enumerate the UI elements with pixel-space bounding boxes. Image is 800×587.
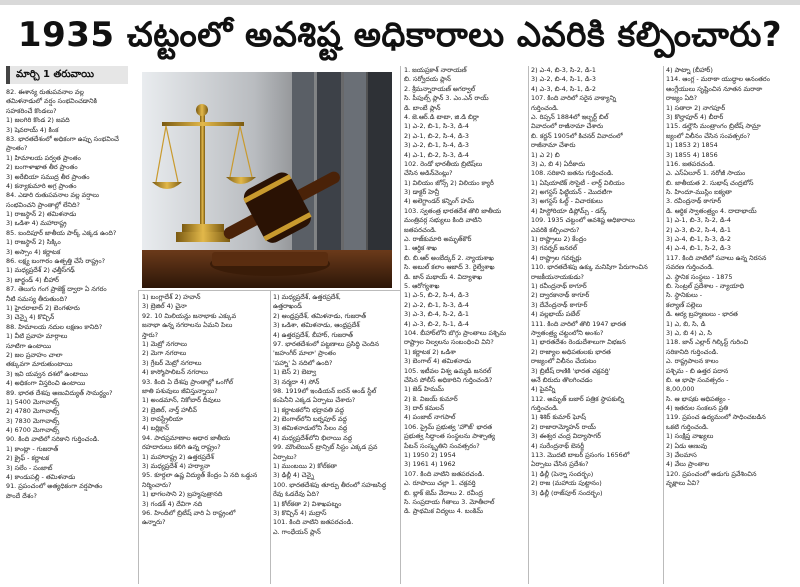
- text-line: 2) బ్రెజిల్, నార్త్ హాలీవ్: [142, 405, 197, 414]
- text-line: 4) ఉత్తరప్రదేశ్, బీహార్, గుజరాత్: [273, 330, 354, 339]
- text-line: 1) కర్ణాటక 2) ఒడిశా: [404, 347, 456, 356]
- text-line: మంత్రివర్గ సభ్యులు కింది వాటిని: [404, 216, 482, 225]
- text-line: రాజీనామా చేశారు: [531, 141, 576, 150]
- text-line: 109. 1935 చట్టంలో అవశిష్ట అధికారాలు: [531, 216, 635, 225]
- text-line: 4) అధికంగా విస్తరించి ఉంటాయి: [6, 379, 86, 388]
- text-line: 2) ఎ-1, బి-2, సి-4, డి-3: [404, 131, 469, 140]
- text-line: 1) ఎ-2, బి-1, సి-3, డి-4: [404, 122, 469, 131]
- text-line: 2) రాజ్యాల అధిపతులకు భారత: [531, 347, 611, 356]
- text-line: చేసిన అడిన్‌వెంట్లు?: [404, 169, 453, 178]
- text-line: 116. జతపరచండి.: [666, 159, 716, 168]
- text-line: 4) వేలు ప్రాంతాల: [666, 460, 710, 469]
- text-line: స్తారు?: [142, 330, 158, 339]
- text-line: ఎ. రిప్పన్ 1884లో ఇల్బర్ట్ బిల్: [531, 112, 609, 121]
- text-line: 1) మధ్యప్రదేశ్ 2) ఛత్తీస్‌గఢ్: [6, 266, 75, 275]
- text-line: 1) రవీంద్రనాథ్ ఠాగూర్: [531, 281, 587, 290]
- text-column-1: [6, 88, 136, 584]
- text-line: డి. ప్రాథమిక విద్యలు 4. బంకిమ్: [404, 507, 483, 516]
- text-line: 93. కింది ఏ దేశపు ప్రాంతాల్లో ఒంగోల్: [142, 377, 233, 386]
- text-line: 3) మధ్యప్రదేశ్ 4) హర్యానా: [142, 462, 211, 471]
- text-line: సి. సంప్రదాయ గీతాలు 3. మోతీలాల్: [404, 497, 495, 506]
- section-tag: మార్చి 1 తరువాయి: [6, 66, 128, 84]
- text-line: 3) కొచ్చిన్ 4) మద్రాస్: [273, 508, 327, 517]
- text-line: 102. రెండో భారతీయ బ్రిటిష్‌లు: [404, 159, 483, 168]
- text-line: 3) అగస్టస్ ఓల్డ్ - విచారకులు: [531, 197, 603, 206]
- text-line: 1) కాంట్లా - గుజరాత్: [6, 444, 59, 453]
- text-line: 1) భారతదేశం రెండుదేశాలుగా విభజన: [531, 338, 626, 347]
- text-line: రహదారులు కలిగి ఉన్న రాష్ట్రం?: [142, 443, 221, 452]
- text-line: 1) 1950 2) 1954: [404, 451, 456, 460]
- text-line: సంభవించని ప్రాంతాల్లో లేనిది?: [6, 200, 80, 209]
- text-line: 4) కన్యాకుమారి అగ్ర ప్రాంతం: [6, 181, 77, 190]
- text-line: 3) ఢిల్లీ (రాజ్‌పూర్ సందర్భం): [531, 488, 603, 497]
- text-line: 2) అగస్టస్ ఫిట్జియన్ - మొదటిగా: [531, 188, 613, 197]
- text-line: గుర్తించండి.: [531, 103, 559, 112]
- text-line: 120. ప్రపంచంలో అడుగు ప్రవేశించిన: [666, 469, 757, 478]
- text-line: 1) మెట్రో నగరాలు: [142, 339, 187, 348]
- text-line: 3) జార్ఖండ్ 4) బీహార్: [6, 275, 59, 284]
- text-line: డి. బాంబే ప్లాన్: [404, 103, 441, 112]
- text-line: ప్రభుత్వ సిద్ధాంత సంస్థలను పాశ్చాత్య: [404, 432, 496, 441]
- text-line: గుర్తించండి.: [531, 404, 559, 413]
- text-line: 3) గండక్ 4) దేవిగా నది: [142, 499, 203, 508]
- text-line: 4. జె.ఆర్.డి టాటా, జి.డి బిర్లా: [404, 112, 479, 121]
- text-line: 113. మొదటి బాబర్ ప్రసంగం 1656లో: [531, 451, 630, 460]
- text-line: ఏర్పాటు చేసిన ప్రదేశం?: [531, 460, 589, 469]
- text-line: ఒకటి గుర్తించండి.: [666, 422, 709, 431]
- text-line: స్వాతంత్ర్య చట్టంలోని అంశం?: [531, 328, 604, 337]
- text-line: ఎ. రాష్ట్రపాలన కాలం: [666, 357, 719, 366]
- text-line: 1) హిమాలయ పర్వత ప్రాంతం: [6, 153, 81, 162]
- text-line: 106. ప్రైమ్ ప్రభుత్వ 'హౌజ్‌' భారత: [404, 422, 493, 431]
- text-line: 3) ఎ-2, బి-4, సి-1, డి-3: [531, 75, 596, 84]
- text-line: 105. ఇటీవల విశ్వ ఉమ్మడి జనరల్: [404, 366, 492, 375]
- text-line: 3) బ్రిటీష్ రాణికి 'భారత చక్రవర్తి': [531, 366, 611, 375]
- text-line: 3) ఢిల్లీ 4) చెన్నై: [273, 471, 315, 480]
- text-line: 3) ఎ, బి 4) ఎ, సి: [666, 328, 712, 337]
- page-headline: 1935 చట్టంలో అవశిష్ట అధికారాలు ఎవరికి కల్పించారు?: [17, 15, 783, 55]
- text-line: 2) రాజ (మహాయ పుట్టానం): [531, 479, 602, 488]
- text-line: 2) మెగా నగరాలు: [142, 349, 187, 358]
- gavel-scales-photo: [142, 72, 392, 288]
- text-line: ఉన్నారు?: [142, 518, 166, 527]
- text-line: 1) ఎ 2) బి: [531, 150, 560, 159]
- text-line: రాజ్యం ఏది?: [666, 94, 698, 103]
- text-line: 3) బెంగాల్ 4) తమిళనాడు: [404, 357, 472, 366]
- text-line: 1) ముంబయి 2) కోల్‌కతా: [273, 462, 337, 471]
- text-line: 110. భారతదేశపు ఉక్కు మనిషిగా పేరుగాంచిన: [531, 263, 648, 272]
- text-line: 91. ప్రపంచంలో అత్యధికంగా వర్షపాతం: [6, 482, 103, 491]
- text-line: రేవు ఓడరేవు ఏది?: [273, 490, 320, 499]
- text-line: 1) రాష్ట్రాలు 2) కేంద్రం: [531, 235, 587, 244]
- text-line: సి. పీపుల్స్ ప్లాన్ 3. ఎం.ఎన్ రాయ్: [404, 94, 489, 103]
- text-line: సి. ఆ భాషకు ఆధిపత్యం -: [666, 394, 730, 403]
- text-line: 4) మధ్యప్రదేశ్‌లోని భిలాయి వద్ద: [273, 433, 353, 442]
- text-line: బి. బి.ఆర్ అంబేద్కర్ 2. న్యాయశాఖ: [404, 253, 494, 262]
- text-line: అనే బిరుదు తొలగించడం: [531, 375, 593, 384]
- text-line: ఎ. స్థానిక సంస్థలు - 1875: [666, 272, 733, 281]
- text-line: 'జహంగీర్ మాలా' ప్రాంతం: [273, 349, 337, 358]
- text-line: 94. పాదప్రమాణాల ఆధార జాతీయ: [142, 433, 231, 442]
- text-line: 1) జెడ్ హిమమ్: [404, 385, 444, 394]
- text-line: నీటి సమస్య తీరుతుంది?: [6, 294, 68, 303]
- text-line: 114. ఆంగ్ల - మరాఠా యుద్ధాల అనంతరం: [666, 75, 770, 84]
- text-line: 1) సతారా 2) నాగపూర్: [666, 103, 726, 112]
- text-line: నిర్మించారు?: [142, 480, 172, 489]
- text-line: 3) చెన్నై 4) కొచ్చిన్: [6, 313, 55, 322]
- text-line: 90. కింది వాటిలో సరికాని గుర్తించండి.: [6, 435, 100, 444]
- text-line: 99. మౌంటెయిన్ ట్రాన్సిట్ సిస్టం ఎక్కడ ప్రవ: [273, 443, 378, 452]
- text-line: 1) విలియం జోన్స్ 2) విలియం క్యారీ: [404, 178, 494, 187]
- text-line: 1) అండమాన్, నికోబార్ దీవులు: [142, 396, 221, 405]
- text-line: సి. హిందూ-ముస్లిం ఐక్యతా: [666, 188, 732, 197]
- text-line: 107. కింది వారిలో సరైన వాక్యాన్ని: [531, 94, 617, 103]
- text-line: 1) బెస్ 2) బెట్వా: [273, 368, 317, 377]
- column-rule: [138, 290, 139, 584]
- text-line: జనాభా ఉన్న నగరాలను ఏమని పిలు: [142, 321, 233, 330]
- text-line: 119. ప్రపంచ ఉద్యమంలో సాధించబడిన: [666, 413, 766, 422]
- column-rule: [528, 66, 529, 584]
- text-line: సరికానిది గుర్తించండి.: [666, 347, 719, 356]
- text-line: 86. లక్ష్య బంగారం ఉత్పత్తి చేసే రాష్ట్రం?: [6, 257, 105, 266]
- text-line: 107. కింది వాటిని జతపరచండి.: [404, 469, 485, 478]
- text-line: 95. కూర్దలా ఉష్ణ విద్యుత్ కేంద్రం ఏ నది ఒడ్డున: [142, 471, 258, 480]
- text-line: 'పహ్నా' ఏ నదిలో ఉంది?: [273, 358, 333, 367]
- text-line: 4) బర్లిక్షాన్: [142, 424, 169, 433]
- text-line: 1) ఏషియాటిక్ సొసైటీ - లార్డ్ విలియం: [531, 178, 625, 187]
- text-line: తక్కువగా మారుతుంటాయి: [6, 360, 73, 369]
- text-line: 1) హైదరాబాద్ 2) బెంగళూరు: [6, 303, 80, 312]
- text-line: 3) గ్రేటర్ మెట్రో నగరాలు: [142, 358, 202, 367]
- text-line: 4) పంజాబ్ నాగపాల్: [404, 413, 456, 422]
- text-line: 3) ఎ-2, బి-1, సి-4, డి-3: [404, 141, 469, 150]
- text-line: 2) క్రైఫ్ - కర్ణాటక: [6, 454, 50, 463]
- text-line: 3) 1855 4) 1856: [666, 150, 718, 159]
- text-line: 101. కింది వాటిని జతపరచండి.: [273, 518, 354, 527]
- text-line: 111. కింది వారిలో తొలి 1947 భారత: [531, 319, 627, 328]
- text-line: 4) ఎ-1, బి-2, సి-3, డి-4: [404, 150, 469, 159]
- text-line: 3) ఇవి యవ్వన దశలో ఉంటాయి: [6, 369, 88, 378]
- text-line: 1) భాగలసాని 2) బ్రహ్మపుత్రానది: [142, 490, 223, 499]
- text-line: ఎ. ఎస్‌ఏలూర్ 1. నరోజీ సాయం: [666, 169, 746, 178]
- text-line: బి. కర్జన్ 1905లో కిచనర్ వివాదంలో: [531, 131, 623, 140]
- text-line: డి. ఆర్థిక స్వాతంత్ర్యం 4. దాదాభాయ్: [666, 206, 757, 215]
- text-line: 3) నర్మదా 4) సోన్: [273, 377, 320, 386]
- text-line: 2) ద్వారకానాథ్ ఠాగూర్: [531, 291, 590, 300]
- text-line: 4) కాండుపల్లి - తమిళనాడు: [6, 473, 76, 482]
- text-line: 83. భారతదేశంలో అధికంగా ఉప్పు సంభవించే: [6, 134, 119, 143]
- text-line: 2) ఎ-2, బి-1, సి-3, డి-4: [404, 300, 469, 309]
- text-line: 4) 6700 మెగావాట్స్: [6, 426, 60, 435]
- text-line: బి. జాతీయత 2. సుభాష్ చంద్రబోస్: [666, 178, 754, 187]
- text-line: సహకరించే కొండలు?: [6, 106, 57, 115]
- text-line: ఉత్తరాఖండ్: [273, 302, 302, 311]
- text-line: డి. జాన్ మథాయ్ 4. విద్యాశాఖ: [404, 272, 483, 281]
- text-line: 1) జలగిరి కొండ 2) జవది: [6, 116, 70, 125]
- text-line: 2) ఆంధ్రప్రదేశ్, తమిళనాడు, గుజరాత్: [273, 311, 367, 320]
- text-line: 98. 1919లో ఇండియన్ ఐరన్ అండ్ స్టీల్: [273, 386, 377, 395]
- text-line: 4) ఎ-4, బి-1, సి-2, డి-3: [666, 244, 731, 253]
- text-line: 2. శ్రీమన్నారాయణ్ అగర్వాల్: [404, 84, 476, 93]
- text-line: 2) రాజారామ్మోహన్ రాయ్: [531, 422, 596, 431]
- text-line: 1) 5400 మెగావాట్స్: [6, 397, 60, 406]
- text-line: 117. కింది వాటిలో సవాలు ఉన్న నిరసన: [666, 253, 767, 262]
- text-line: 87. తెలుగు గంగ ప్రాజెక్ట్ ద్వారా ఏ నగరం: [6, 285, 107, 294]
- text-line: 4) ఎ-3, బి-4, సి-1, డి-2: [531, 84, 596, 93]
- text-line: 3. రవీంద్రనాథ్ ఠాగూర్: [666, 197, 722, 206]
- text-line: 1) శిశిర్ కుమార్ ఘోష్: [531, 413, 586, 422]
- text-line: 3) దార్ కమలన్: [404, 404, 445, 413]
- text-line: బి. ఆ భాషా సంవత్సరం -: [666, 375, 729, 384]
- text-line: వృక్షాలు ఏవి?: [666, 479, 700, 488]
- text-line: వివాదంలో రాజీనామా చేశారు: [531, 122, 604, 131]
- text-line: ప్రాంతం?: [6, 144, 28, 153]
- text-line: 1) ఎ, బి, సి, డి: [666, 319, 706, 328]
- text-line: 84. ఎడారి రుతుపవనాల వల్ల వర్షాలు: [6, 191, 99, 200]
- text-line: 1) రాజస్థాన్ 2) తమిళనాడు: [6, 210, 77, 219]
- text-line: 1) ఎ-5, బి-2, సి-4, డి-3: [404, 291, 469, 300]
- text-line: 2) బెంగాల్‌లోని బర్నపూర్ వద్ద: [273, 415, 347, 424]
- photo-bottom-rule: [138, 290, 400, 291]
- text-line: 4) ఇతరుల సంకలన ప్రతి: [666, 404, 729, 413]
- text-line: పశ్చిమ - బి ఉత్తర పదాన: [666, 366, 729, 375]
- text-line: 4) సురేంద్రనాథ్ బెనర్జీ: [531, 441, 585, 450]
- text-line: 88. హిమాలయ నదుల లక్షణం కానిది?: [6, 322, 103, 331]
- text-line: 100. భారతదేశపు తూర్పు తీరంలో సహజసిద్ధ: [273, 480, 387, 489]
- text-line: ఎ. గాంధేయన్ ప్లాన్: [273, 527, 321, 536]
- text-line: 1) ఎ-1, బి-3, సి-2, డి-4: [666, 216, 731, 225]
- text-line: కంపెనీని ఎక్కడ ఏర్పాటు చేశారు?: [273, 396, 356, 405]
- text-line: బి. సర్వోదయ ప్లాన్: [404, 75, 451, 84]
- text-line: 2) 4780 మెగావాట్స్: [6, 407, 60, 416]
- text-line: పొందే దేశం?: [6, 491, 37, 500]
- text-line: సి. స్థానికులు -: [666, 291, 703, 300]
- text-line: 1) వీటి ప్రవాహ మార్గాలు: [6, 332, 68, 341]
- text-line: ఎ. రూపాయి చల్లా 1. చక్రవర్తి: [404, 479, 476, 488]
- text-line: 3) షెవరాయ్ 4) కింక: [6, 125, 59, 134]
- text-line: పేటన్ సంస్కృతిని సంవత్సరం?: [404, 441, 480, 450]
- text-line: చేసిన పోలీస్ అధికారిని గుర్తించండి?: [404, 375, 493, 384]
- text-line: 1) బంగ్లాదేశ్ 2) హవాన్: [142, 293, 201, 301]
- text-line: బి. బ్లాక్ జెమ్ వేదాలు 2. రవీంద్ర: [404, 488, 483, 497]
- text-line: ఎవరికి కల్పించారు?: [531, 225, 580, 234]
- text-line: 3) కొల్హాపూర్ 4) బీరార్: [666, 112, 724, 121]
- text-line: 3) అరేబియా సముద్ర తీర ప్రాంతం: [6, 172, 90, 181]
- top-rule: [0, 0, 800, 5]
- text-column-4: [404, 66, 526, 584]
- text-line: 1) కర్ణాటకలోని భద్రావతి వద్ద: [273, 405, 344, 414]
- text-line: ఏర్పాటు?: [273, 452, 297, 461]
- text-line: 4) రాష్ట్రాల గవర్నర్లు: [531, 253, 582, 262]
- text-line: 3) రావస్ట్రేలియా: [142, 415, 183, 424]
- text-line: తమిళనాడులో వర్షం సంభవించడానికి: [6, 97, 97, 106]
- text-line: 1) మధ్యప్రదేశ్, ఉత్తరప్రదేశ్,: [273, 293, 341, 301]
- text-line: 4) వల్లభాయ్ పటేల్: [531, 310, 580, 319]
- text-line: 96. హిందీలో బ్రిటీష్ వారి ఏ రాష్ట్రంలో: [142, 508, 236, 517]
- text-line: 103. స్వతంత్ర భారతదేశ తొలి జాతీయ: [404, 206, 502, 215]
- text-line: 85. బందిపూర్ జాతీయ పార్క్ ఎక్కడ ఉంది?: [6, 228, 117, 237]
- text-line: 3) తమిళనాడులోని సేలం వద్ద: [273, 424, 348, 433]
- text-line: 3) ఒడిశా 4) మహారాష్ట్ర: [6, 219, 67, 228]
- text-line: 1. ఆర్థిక శాఖ: [404, 244, 437, 253]
- text-line: 2) కె. విజయ్ కుమార్: [404, 394, 458, 403]
- text-line: 112. అమృత్ బజార్ పత్రిక స్థాపకుల్ని: [531, 394, 625, 403]
- text-line: కల్యాణ్ పల్లెలు: [666, 300, 703, 309]
- text-line: 2) జల ప్రవాహం చాలా: [6, 350, 63, 359]
- text-line: 1) కోల్‌కతా 2) విశాఖపట్నం: [273, 499, 342, 508]
- text-line: రాష్ట్రాల నిల్వలను సంబంధించి విని?: [404, 338, 494, 347]
- text-line: 92. 10 మిలియన్లు జనాభాకు ఎక్కువ: [142, 311, 237, 320]
- text-line: 82. ఈశాన్య రుతుపవనాల వల్ల: [6, 88, 84, 96]
- text-line: 3) డాక్టర్ హెన్రీ: [404, 188, 440, 197]
- text-line: డి. ఆర్య బ్రహ్మణులు - భారత: [666, 310, 738, 319]
- column-rule: [663, 66, 664, 584]
- text-line: సి. అబుల్ కలాం ఆజాద్ 3. రైల్వేశాఖ: [404, 263, 495, 272]
- text-line: ఎ. రాజ్‌కుమారి అమృత్‌కౌర్: [404, 235, 472, 244]
- text-line: 3) ఎ, బి 4) ఏదీకాదు: [531, 159, 586, 168]
- text-line: బి. సెంట్రల్ ప్రదేశాల - న్యాయాధి: [666, 281, 745, 290]
- text-line: 108. సరికాని జతను గుర్తించండి.: [531, 169, 614, 178]
- text-line: 3) సలేం - పంజాబ్: [6, 463, 53, 472]
- text-line: 3) బ్రెజిల్ 4) చైనా: [142, 302, 187, 311]
- text-line: 3) ఒడిశా, తమిళనాడు, ఆంధ్రప్రదేశ్: [273, 321, 360, 330]
- text-line: 2) బంగాళాఖాత తీర ప్రాంతం: [6, 163, 78, 172]
- text-line: 118. జాన్ ఎల్లార్ గిల్కిస్ట్ గురించి: [666, 338, 749, 347]
- text-line: 97. భారతదేశంలో పట్టణాలు ప్రసిద్ధి చెందిన: [273, 339, 380, 348]
- text-column-6: [666, 66, 796, 584]
- text-line: 1) 1853 2) 1854: [666, 141, 718, 150]
- text-line: 2) ఎ-3, బి-2, సి-4, డి-1: [666, 225, 731, 234]
- text-line: 3) దేవేంద్రనాథ్ ఠాగూర్: [531, 300, 588, 309]
- text-line: సవరణ గుర్తించండి.: [666, 263, 714, 272]
- text-line: 3) అస్సాం 4) కర్ణాటక: [6, 247, 61, 256]
- text-line: 1) సంక్షిప్త వాఖ్యలు: [666, 432, 714, 441]
- text-line: 104. బీహార్‌లోని బొగ్గు ప్రాంతాలు పశ్చిమ: [404, 328, 507, 337]
- text-line: 5. ఆరోగ్యశాఖ: [404, 281, 440, 290]
- text-line: ఆంగ్లేయులు సృష్టించిన నూతన మరాఠా: [666, 84, 763, 93]
- text-line: జతపరచండి.: [404, 225, 437, 234]
- text-line: 3) ఎ-4, బి-1, సి-3, డి-2: [666, 235, 731, 244]
- text-column-2: [142, 293, 268, 584]
- text-line: 4) అలెగ్జాండర్ కన్నింగ్ హమ్: [404, 197, 474, 206]
- text-line: 3) ఈశ్వర చంద్ర విద్యాసాగర్: [531, 432, 601, 441]
- text-line: 1) ఢిల్లీ (పెన్నా సందర్భం): [531, 469, 594, 478]
- text-line: 3) గవర్నర్ జనరల్: [531, 244, 578, 253]
- text-line: 4) ఎ-3, బి-2, సి-1, డి-4: [404, 319, 469, 328]
- text-line: 1) రాజస్థాన్ 2) సిక్కిం: [6, 238, 61, 247]
- text-line: 1) మహారాష్ట్ర 2) ఉత్తరప్రదేశ్: [142, 452, 214, 461]
- text-line: 2) ఏడు అణువు: [666, 441, 708, 450]
- gavel-scales-illustration: [142, 72, 392, 288]
- text-line: 3) వేలమాస: [666, 451, 697, 460]
- text-line: 4) పైవన్నీ: [531, 385, 556, 394]
- text-line: 115. డల్హౌసి మంత్రాంగం బ్రిటీష్ సామ్రా: [666, 122, 761, 131]
- column-rule: [270, 290, 271, 584]
- text-line: జ్యంలో విలీనం చేసిన సంవత్సరం?: [666, 131, 751, 140]
- text-line: 89. భారత దేశపు అణువిద్యుత్ సామర్థ్యం?: [6, 388, 113, 397]
- column-rule: [400, 66, 401, 584]
- text-line: రాజకీయనాయకుడు?: [531, 272, 584, 281]
- text-line: 3) ఎ-3, బి-4, సి-2, డి-1: [404, 310, 469, 319]
- text-line: సూటిగా ఉంటాయి: [6, 341, 52, 350]
- text-line: 4) పాట్నా (బీహార్): [666, 66, 713, 74]
- text-line: 3) 1961 4) 1962: [404, 460, 456, 469]
- text-line: 3) 7830 మెగావాట్స్: [6, 416, 60, 425]
- text-column-3: [273, 293, 398, 584]
- text-line: జాతి పశువులు జీవిస్తున్నాయి?: [142, 386, 218, 395]
- text-line: 4) కాస్మోపాలిటన్ నగరాలు: [142, 368, 208, 377]
- text-column-5: [531, 66, 661, 584]
- text-line: 2) ఎ-4, బి-3, సి-2, డి-1: [531, 66, 596, 74]
- text-line: 4) హిస్టోరియా డిప్లోమ్స్ - డర్క్: [531, 206, 607, 215]
- text-line: 8,00,000: [666, 385, 695, 394]
- text-line: 1. జయప్రకాశ్ నారాయణ్: [404, 66, 467, 74]
- text-line: రాజ్యంలో విలీనం చేయటం: [531, 357, 597, 366]
